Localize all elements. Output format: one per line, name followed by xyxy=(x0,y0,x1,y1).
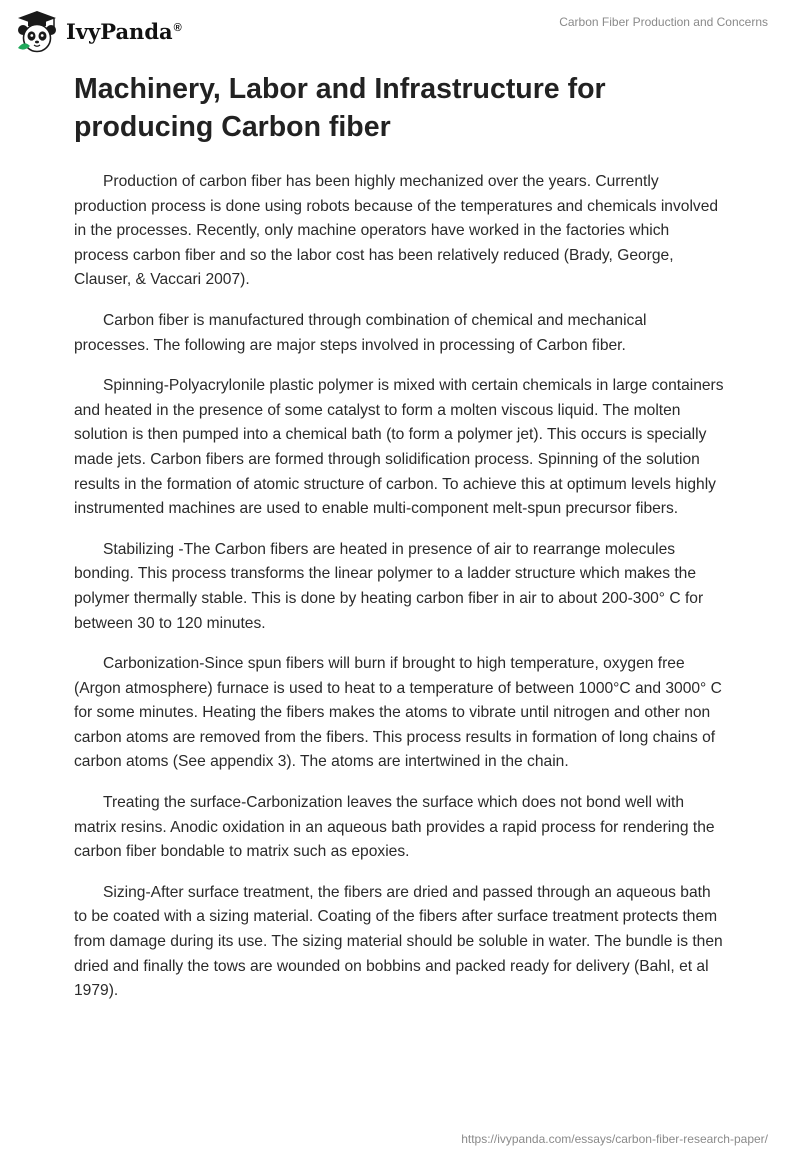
registered-mark: ® xyxy=(173,21,182,34)
article-heading: Machinery, Labor and Infrastructure for producing Carbon fiber xyxy=(74,73,606,143)
article-body xyxy=(74,70,724,1020)
paragraph-manufacturing-overview: Carbon fiber is manufactured through combination of chemical and mechanical processes. The following are major steps involved in processing of Carbon fiber. xyxy=(74,311,647,354)
page-header xyxy=(0,0,800,60)
document-title: Carbon Fiber Production and Concerns xyxy=(559,15,768,29)
logo-wordmark xyxy=(66,19,182,44)
paragraph-spinning: Spinning-Polyacrylonile plastic polymer is mixed with certain chemicals in large containers and heated in the presence of some catalyst to form a molten viscous liquid. The molten solution is then pumped into a chemical bath (to form a polymer jet). This occurs is specially made jets. Carbon fibers are formed through solidification process. Spinning of the solution results in the formation of atomic structure of carbon. To achieve this at optimum levels highly instrumented machines are used to enable multi-component melt-spun precursor fibers. xyxy=(74,377,724,518)
paragraph-sizing: Sizing-After surface treatment, the fibers are dried and passed through an aqueous bath to be coated with a sizing material. Coating of the fibers after surface treatment protects them from damage during its use. The sizing material should be soluble in water. The bundle is then dried and finally the tows are wounded on bobbins and packed ready for delivery (Bahl, et al 1979). xyxy=(74,883,723,1000)
paragraph-surface-treatment: Treating the surface-Carbonization leaves the surface which does not bond well with matrix resins. Anodic oxidation in an aqueous bath provides a rapid process for rendering the carbon fiber bondable to matrix such as epoxies. xyxy=(74,794,715,861)
panda-logo-icon xyxy=(14,8,60,54)
paragraph-stabilizing: Stabilizing -The Carbon fibers are heated in presence of air to rearrange molecules bonding. This process transforms the linear polymer to a ladder structure which makes the polymer thermally stable. This is done by heating carbon fiber in air to about 200-300° C for between 30 to 120 minutes. xyxy=(74,540,704,632)
logo-name: IvyPanda xyxy=(66,18,173,44)
ivypanda-logo[interactable] xyxy=(14,8,182,54)
paragraph-mechanization: Production of carbon fiber has been highly mechanized over the years. Currently production process is done using robots because of the temperatures and chemicals involved in the processes. Recently, only machine operators have worked in the factories which process carbon fiber and so the labor cost has been relatively reduced (Brady, George, Clauser, & Vaccari 2007). xyxy=(74,173,719,289)
source-url[interactable]: https://ivypanda.com/essays/carbon-fiber-research-paper/ xyxy=(461,1132,768,1146)
paragraph-carbonization: Carbonization-Since spun fibers will burn if brought to high temperature, oxygen free (Argon atmosphere) furnace is used to heat to a temperature of between 1000°C and 3000° C for some minutes. Heating the fibers makes the atoms to vibrate until nitrogen and other non carbon atoms are removed from the fibers. This process results in formation of long chains of carbon atoms (See appendix 3). The atoms are intertwined in the chain. xyxy=(74,655,722,771)
